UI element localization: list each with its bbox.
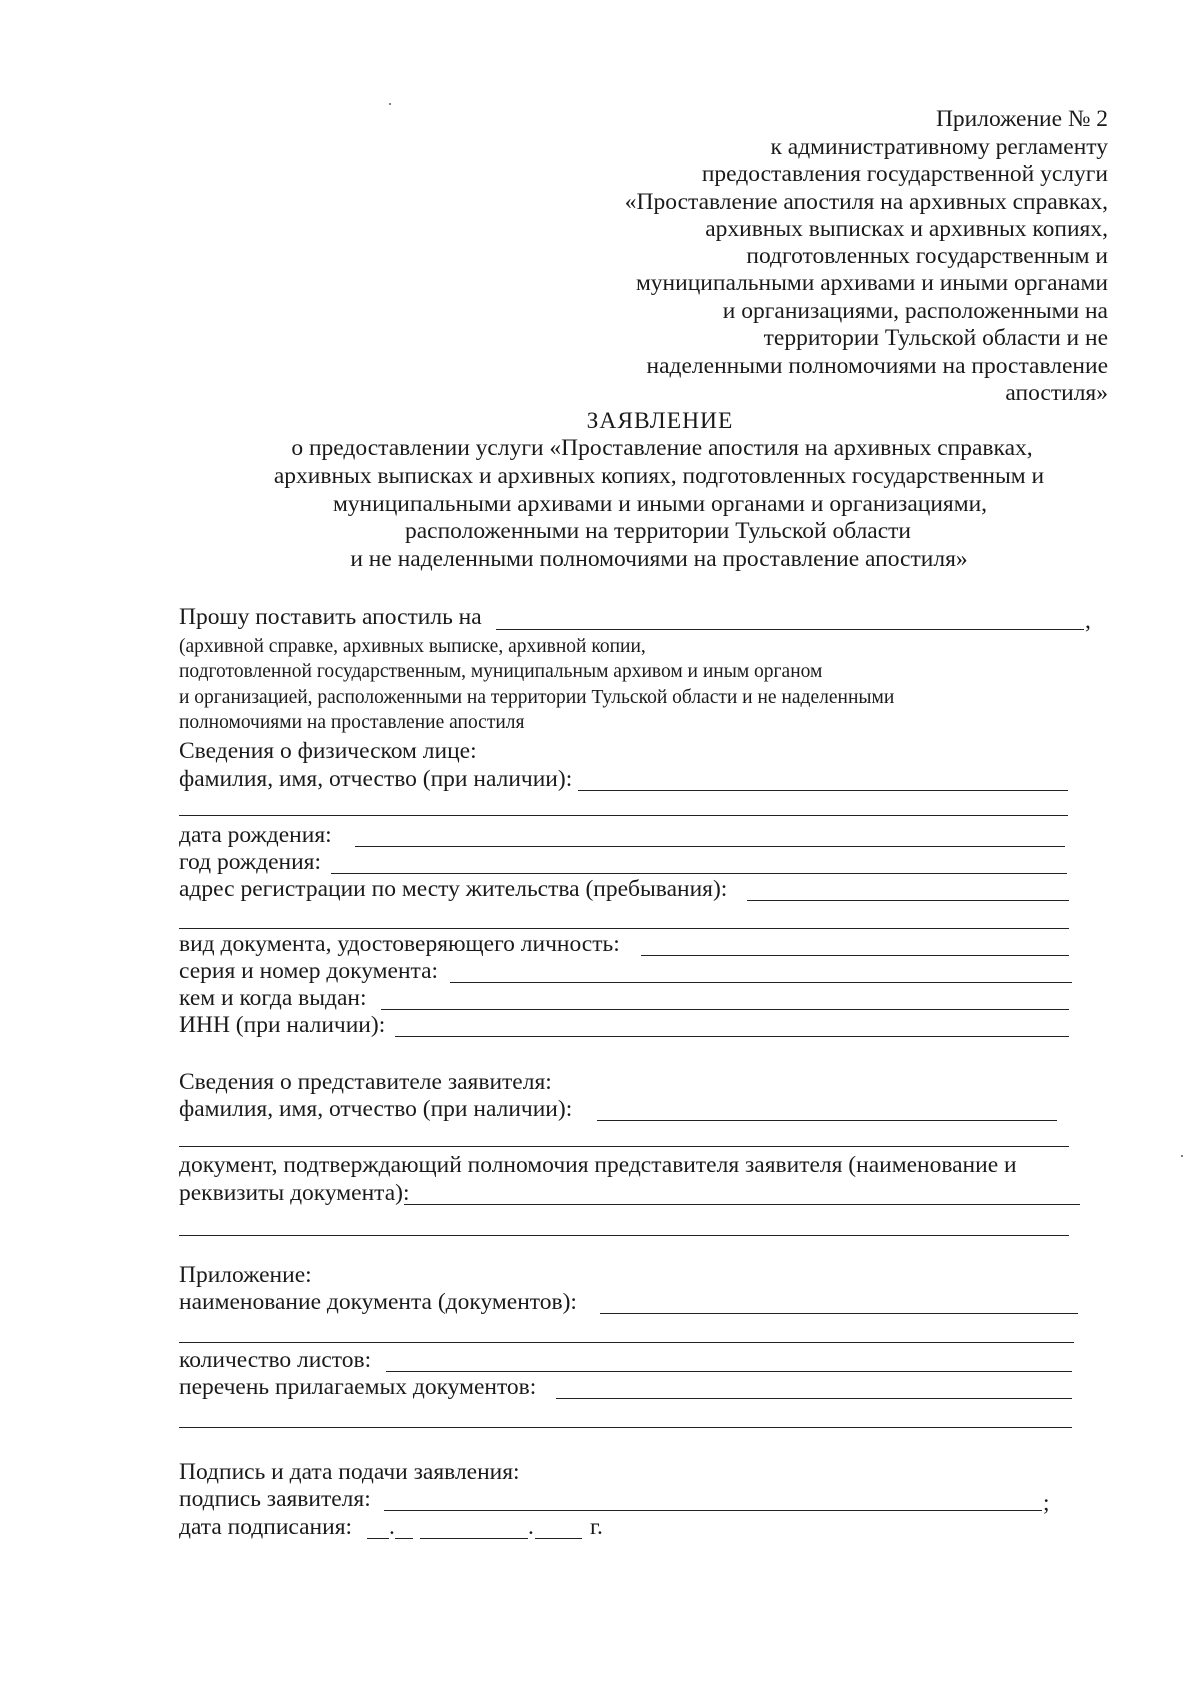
doc-names-field-continued[interactable] <box>179 1342 1074 1343</box>
request-field[interactable] <box>496 629 1084 630</box>
doc-list-field-continued[interactable] <box>179 1427 1072 1428</box>
request-comma: , <box>1085 608 1091 634</box>
sheet-count-field[interactable] <box>386 1371 1072 1372</box>
representative-full-name-field[interactable] <box>597 1120 1057 1121</box>
sheet-count-label: количество листов: <box>179 1347 372 1373</box>
authority-doc-field-continued[interactable] <box>179 1235 1069 1236</box>
header-line: и организациями, расположенными на <box>722 298 1108 324</box>
request-hint-line: подготовленной государственным, муниципальным архивом и иным органом <box>179 661 823 682</box>
signature-heading: Подпись и дата подачи заявления: <box>179 1459 520 1485</box>
doc-names-label: наименование документа (документов): <box>179 1289 577 1315</box>
request-hint-line: и организацией, расположенными на территории Тульской области и не наделенными <box>179 687 895 708</box>
authority-doc-field[interactable] <box>404 1204 1080 1205</box>
inn-field[interactable] <box>395 1036 1069 1037</box>
id-doc-type-label: вид документа, удостоверяющего личность: <box>179 931 620 957</box>
request-hint-line: (архивной справке, архивных выписке, архивной копии, <box>179 636 646 657</box>
doc-names-field[interactable] <box>600 1313 1078 1314</box>
signature-label: подпись заявителя: <box>179 1486 371 1512</box>
title-line: о предоставлении услуги «Проставление апостиля на архивных справках, <box>291 435 1033 461</box>
title-line: и не наделенными полномочиями на проставление апостиля» <box>350 546 968 572</box>
representative-heading: Сведения о представителе заявителя: <box>179 1069 552 1095</box>
person-heading: Сведения о физическом лице: <box>179 738 477 764</box>
scan-speck <box>1181 1155 1183 1157</box>
signing-date-separator: . <box>528 1514 534 1540</box>
inn-label: ИНН (при наличии): <box>179 1012 386 1038</box>
header-line: предоставления государственной услуги <box>701 161 1108 187</box>
title-line: архивных выписках и архивных копиях, подготовленных государственным и <box>273 463 1045 489</box>
request-label: Прошу поставить апостиль на <box>179 604 482 630</box>
header-line: муниципальными архивами и иными органами <box>635 270 1108 296</box>
header-line: «Проставление апостиля на архивных справках, <box>624 189 1108 215</box>
birth-date-field[interactable] <box>355 846 1065 847</box>
address-field[interactable] <box>747 900 1069 901</box>
birth-year-label: год рождения: <box>179 849 321 875</box>
id-doc-type-field[interactable] <box>641 955 1069 956</box>
signature-field[interactable] <box>384 1510 1042 1511</box>
authority-doc-label-continued: реквизиты документа): <box>179 1180 410 1206</box>
header-line: апостиля» <box>1005 380 1108 406</box>
header-line: наделенными полномочиями на проставление <box>646 353 1108 379</box>
person-full-name-label: фамилия, имя, отчество (при наличии): <box>179 766 573 792</box>
doc-list-field[interactable] <box>556 1398 1072 1399</box>
appendix-title: Приложение № 2 <box>935 106 1108 132</box>
header-line: к административному регламенту <box>770 134 1108 160</box>
signing-date-day-field[interactable] <box>367 1538 389 1539</box>
birth-year-field[interactable] <box>331 873 1067 874</box>
attachments-heading: Приложение: <box>179 1262 312 1288</box>
issued-field[interactable] <box>381 1009 1069 1010</box>
signing-date-year-field[interactable] <box>535 1538 582 1539</box>
signature-semicolon: ; <box>1043 1490 1050 1516</box>
person-full-name-field-continued[interactable] <box>179 815 1068 816</box>
doc-list-label: перечень прилагаемых документов: <box>179 1374 537 1400</box>
header-line: территории Тульской области и не <box>763 325 1108 351</box>
document-heading: ЗАЯВЛЕНИЕ <box>586 408 734 434</box>
signing-date-label: дата подписания: <box>179 1514 353 1540</box>
signing-date-day-field-tail[interactable] <box>395 1538 413 1539</box>
address-label: адрес регистрации по месту жительства (пребывания): <box>179 876 728 902</box>
id-doc-number-label: серия и номер документа: <box>179 958 439 984</box>
request-hint-line: полномочиями на проставление апостиля <box>179 712 525 733</box>
title-line: расположенными на территории Тульской области <box>404 518 912 544</box>
header-line: подготовленных государственным и <box>746 243 1108 269</box>
person-full-name-field[interactable] <box>578 790 1068 791</box>
scan-speck <box>389 103 391 105</box>
birth-date-label: дата рождения: <box>179 822 332 848</box>
address-field-continued[interactable] <box>179 928 1069 929</box>
title-line: муниципальными архивами и иными органами и организациями, <box>332 491 988 517</box>
representative-full-name-label: фамилия, имя, отчество (при наличии): <box>179 1096 573 1122</box>
id-doc-number-field[interactable] <box>450 982 1072 983</box>
signing-date-year-suffix: г. <box>590 1514 603 1540</box>
authority-doc-label: документ, подтверждающий полномочия представителя заявителя (наименование и <box>179 1152 1017 1178</box>
header-line: архивных выписках и архивных копиях, <box>705 216 1108 242</box>
signing-date-separator: . <box>389 1514 395 1540</box>
representative-full-name-field-continued[interactable] <box>179 1146 1069 1147</box>
signing-date-month-field[interactable] <box>420 1538 528 1539</box>
issued-label: кем и когда выдан: <box>179 985 367 1011</box>
